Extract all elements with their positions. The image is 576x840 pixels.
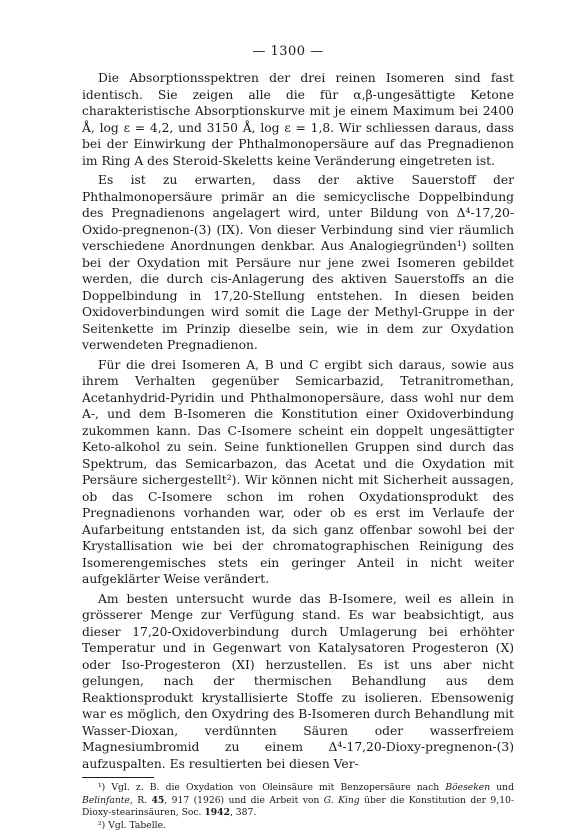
- author-name: Belinfante: [82, 794, 130, 806]
- footnote-text: Vgl. Tabelle.: [108, 819, 166, 831]
- year-number: 1942: [204, 807, 230, 818]
- footnote-divider: [82, 777, 154, 778]
- footnote-text: und: [490, 782, 514, 793]
- footnote-marker: ¹): [98, 782, 112, 793]
- footnote-1: [82, 782, 514, 820]
- author-name: Böeseken: [445, 782, 491, 793]
- footnotes: [82, 782, 514, 832]
- footnote-2: [82, 820, 514, 833]
- paragraph: Die Absorptionsspektren der drei reinen Isomeren sind fast identisch. Sie zeigen alle die für α,β-ungesättigte Ketone charakteristische Absorptionskurve mit je einem Maximum bei 2400 Å, log ε = 4,2, und 3150 Å, log ε = 1,8. Wir schliessen daraus, dass bei der Einwirkung der Phthalmonopersäure auf das Pregnadienon im Ring A des Steroid-Skeletts keine Veränderung eingetreten ist.: [82, 71, 514, 168]
- paragraph: Für die drei Isomeren A, B und C ergibt sich daraus, sowie aus ihrem Verhalten gegenüber Semicarbazid, Tetranitromethan, Acetanhydrid-Pyridin und Phthalmonopersäure, dass wohl nur dem A-, und dem B-Isomeren die Konstitution einer Oxidoverbindung zukommen kann. Das C-Isomere scheint ein doppelt ungesättigter Keto-alkohol zu sein. Seine funktionellen Gruppen sind durch das Spektrum, das Semicarbazon, das Acetat und die Oxydation mit Persäure sichergestellt²). Wir können nicht mit Sicherheit aussagen, ob das C-Isomere schon im rohen Oxydationsprodukt des Pregnadienons vorhanden war, oder ob es erst im Verlaufe der Aufarbeitung entstanden ist, da sich ganz offenbar sowohl bei der Krystallisation wie bei der chromatographischen Reinigung des Isomerengemisches stets ein geringer Anteil in nicht weiter aufgeklärter Weise verändert.: [82, 357, 514, 586]
- footnote-marker: ²): [98, 819, 109, 831]
- footnote-text: , 387.: [229, 807, 257, 818]
- footnote-text: über die Konstitution der 9,10-Dioxy-stearinsäuren, Soc.: [82, 794, 514, 818]
- page-number: — 1300 —: [252, 44, 324, 59]
- paragraph: Am besten untersucht wurde das B-Isomere, weil es allein in grösserer Menge zur Verfügung stand. Es war beabsichtigt, aus dieser 17,20-Oxidoverbindung durch Umlagerung bei erhöhter Temperatur und in Gegenwart von Katalysatoren Progesteron (X) oder Iso-Progesteron (XI) herzustellen. Es ist uns aber nicht gelungen, nach der thermischen Behandlung aus dem Reaktionsprodukt krystallisierte Stoffe zu isolieren. Ebensowenig war es möglich, den Oxydring des B-Isomeren durch Behandlung mit Wasser-Dioxan, verdünnten Säuren oder wasserfreiem Magnesiumbromid zu einem Δ⁴-17,20-Dioxy-pregnenon-(3) aufzuspalten. Es resultierten bei diesen Ver-: [82, 591, 515, 771]
- footnote-text: , 917 (1926) und die Arbeit von: [164, 794, 324, 806]
- volume-number: 45: [151, 794, 165, 806]
- footnote-text: , R.: [129, 794, 152, 806]
- author-name: G. King: [323, 794, 360, 806]
- paragraph: Es ist zu erwarten, dass der aktive Sauerstoff der Phthalmonopersäure primär an die semicyclische Doppelbindung des Pregnadienons angelagert wird, unter Bildung von Δ⁴-17,20-Oxido-pregnenon-(3) (IX). Von dieser Verbindung sind vier räumlich verschiedene Anordnungen denkbar. Aus Analogiegründen¹) sollten bei der Oxydation mit Persäure nur jene zwei Isomeren gebildet werden, die durch cis-Anlagerung des aktiven Sauerstoffs an die Doppelbindung in 17,20-Stellung entstehen. In diesen beiden Oxidoverbindungen wird somit die Lage der Methyl-Gruppe in der Seitenkette im Prinzip dieselbe sein, wie in dem zur Oxydation verwendeten Pregnadienon.: [82, 173, 514, 352]
- footnote-text: Vgl. z. B. die Oxydation von Oleinsäure mit Benzopersäure nach: [111, 782, 446, 793]
- body-text: [82, 70, 514, 772]
